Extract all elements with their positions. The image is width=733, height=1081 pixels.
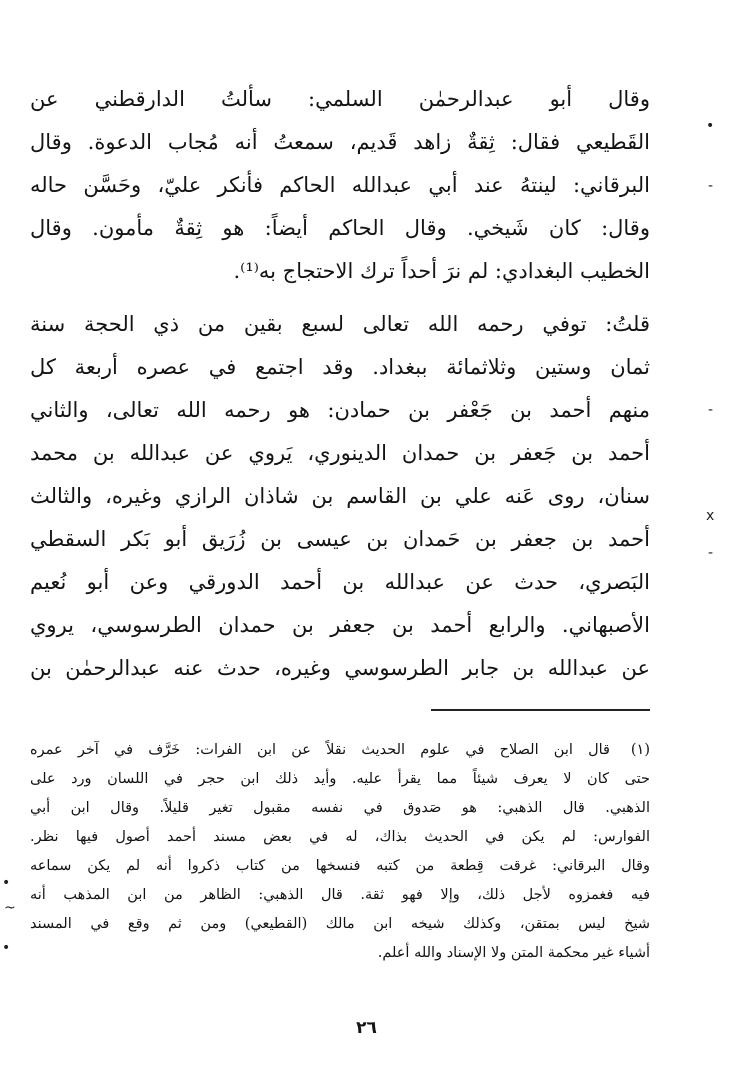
footnote-line: وقال البرقاني: غرقت قِطعة من كتبه فنسخها من كتاب ذكروا أنه لم يكن سماعه [30,858,650,874]
page-number: ٢٦ [356,1018,377,1038]
footnote-line: شيخ ليس بمتقن، وكذلك شيخه ابن مالك (القطيعي) ومن ثم وقع في المسند [30,916,650,932]
text-line: الخطيب البغدادي: لم نرَ أحداً ترك الاحتجاج به⁽¹⁾. [233,259,650,283]
text-line: الأصبهاني. والرابع أحمد بن جعفر بن حمدان الطرسوسي، يروي [30,613,650,637]
margin-mark: x [706,508,715,524]
main-text-block [30,78,650,690]
footnote-number: (١) [630,742,650,758]
text-line: أحمد بن جعفر بن حَمدان بن عيسى بن زُرَيق أبو بَكر السقطي [30,527,650,551]
text-line: ثمان وستين وثلاثمائة ببغداد. وقد اجتمع في عصره أربعة كل [30,355,650,379]
text-line: وقال أبو عبدالرحمٰن السلمي: سألتُ الدارقطني عن [30,87,650,111]
text-line: سنان، روى عَنه علي بن القاسم بن شاذان الرازي وغيره، والثالث [30,484,650,508]
footnote-line: الذهبي. قال الذهبي: هو صَدوق في نفسه مقبول تغير قليلاً. وقال ابن أبي [30,800,650,816]
footnote-line: أشياء غير محكمة المتن ولا الإسناد والله أعلم. [377,945,650,961]
margin-mark: - [708,402,714,418]
text-line: منهم أحمد بن جَعْفر بن حمادن: هو رحمه الله تعالى، والثاني [30,398,650,422]
text-line: البرقاني: لينتهُ عند أبي عبدالله الحاكم فأنكر عليّ، وحَسَّن حاله [30,173,650,197]
margin-mark: ~ [4,900,16,916]
text-line: عن عبدالله بن جابر الطرسوسي وغيره، حدث عنه عبدالرحمٰن بن [30,656,650,680]
footnote-line: الفوارس: لم يكن في الحديث بذاك، له في بعض مسند أحمد أصول فيها نظر. [30,829,650,845]
margin-mark: • [2,875,11,891]
footnote-line: قال ابن الصلاح في علوم الحديث نقلاً عن ابن الفرات: خَرَّف في آخر عمره [30,742,610,758]
footnote-line: حتى كان لا يعرف شيئاً مما يقرأ عليه. وأيد ذلك ابن حجر في اللسان ورد على [30,771,650,787]
paragraph-gap [30,293,650,303]
text-line: أحمد بن جَعفر بن حمدان الدينوري، يَروي عن عبدالله بن محمد [30,441,650,465]
footnote-line: فيه فغمزوه لأجل ذلك، وإلا فهو ثقة. قال الذهبي: الظاهر من ابن المذهب أنه [30,887,650,903]
footnote-separator [431,709,650,711]
text-line: وقال: كان شَيخي. وقال الحاكم أيضاً: هو ثِقةٌ مأمون. وقال [30,216,650,240]
text-line: قلتُ: توفي رحمه الله تعالى لسبع بقين من ذي الحجة سنة [30,312,650,336]
text-line: القَطيعي فقال: ثِقةٌ زاهد قَديم، سمعتُ أنه مُجاب الدعوة. وقال [30,130,650,154]
margin-mark: • [706,118,715,134]
margin-mark: • [2,940,11,956]
text-line: البَصري، حدث عن عبدالله بن أحمد الدورقي وعن أبو نُعيم [30,570,650,594]
margin-mark: - [708,178,714,194]
footnotes-block [30,736,650,968]
margin-mark: - [708,545,714,561]
